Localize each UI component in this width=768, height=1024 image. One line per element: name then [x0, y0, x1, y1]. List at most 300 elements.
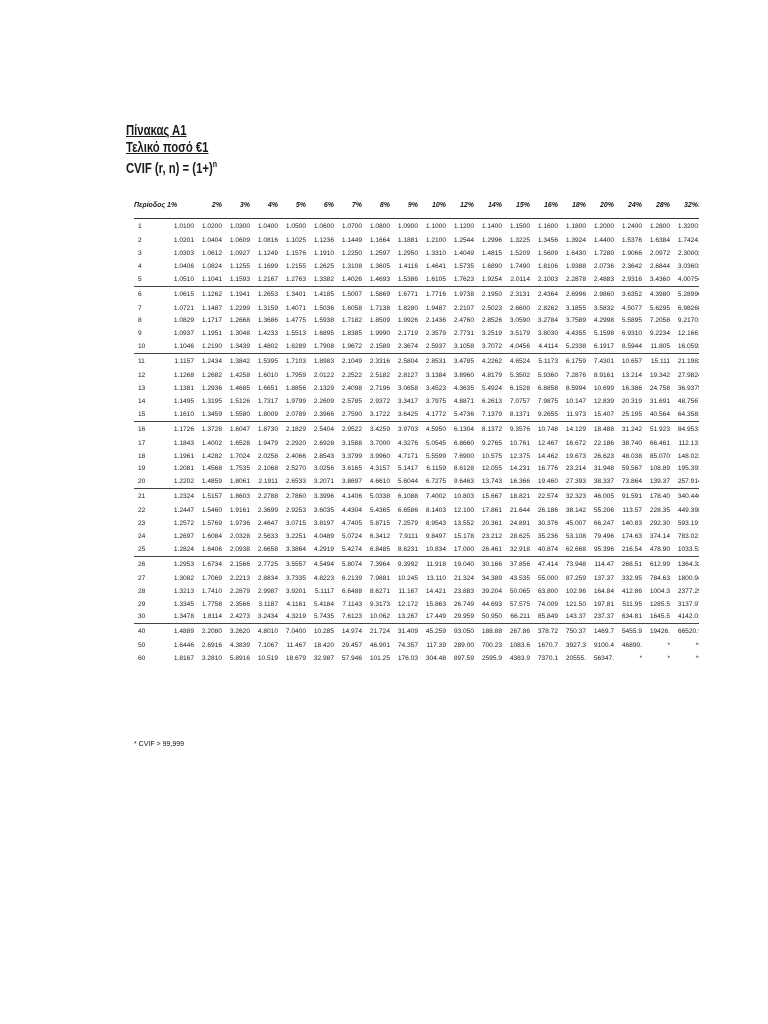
value-cell: 7.0757 [509, 397, 531, 405]
value-cell: 1.3924 [565, 236, 587, 244]
value-cell: 15.863 [425, 600, 447, 608]
value-cell: 1.2202 [173, 478, 195, 486]
value-cell: 112.13 [678, 439, 699, 447]
value-cell: 7.6900 [453, 452, 475, 460]
period-cell: 29 [138, 600, 146, 608]
table-row [134, 354, 699, 370]
period-cell: 7 [138, 304, 142, 312]
header-rate: 14% [474, 197, 502, 219]
table-row [134, 340, 699, 353]
value-cell: 1.7103 [278, 354, 306, 370]
value-cell: 18.821 [502, 489, 530, 505]
value-cell: 117.39 [426, 642, 447, 650]
value-cell: 1.6528 [229, 439, 251, 447]
value-cell: 228.35 [649, 507, 671, 515]
value-cell: 1.5386 [397, 275, 419, 283]
value-cell: 7.2876 [565, 372, 587, 380]
value-cell: 2.5023 [481, 304, 503, 312]
value-cell: 1.8603 [222, 489, 250, 505]
value-cell: 1.7280 [593, 249, 615, 257]
value-cell: 1.3195 [201, 397, 223, 405]
value-cell: 1.0406 [173, 262, 195, 270]
value-cell: * [695, 655, 699, 663]
value-cell: 1.0816 [257, 236, 279, 244]
value-cell: 1.1262 [194, 286, 222, 302]
formula-exponent: n [212, 159, 218, 170]
value-cell: 19.342 [649, 372, 671, 380]
value-cell: 783.02 [677, 532, 699, 540]
value-cell: 237.37 [593, 613, 615, 621]
value-cell: 6.6488 [341, 587, 363, 595]
value-cell: 12.467 [537, 439, 559, 447]
value-cell: 29.959 [453, 613, 475, 621]
value-cell: 304.48 [425, 655, 447, 663]
value-cell: 38.337 [593, 478, 615, 486]
value-cell: 4.8179 [481, 372, 503, 380]
value-cell: 5.0338 [362, 489, 390, 505]
value-cell: 1.9479 [257, 439, 279, 447]
value-cell: 23.214 [565, 465, 587, 473]
value-cell: 5.2899 [670, 286, 698, 302]
value-cell: 11.918 [418, 556, 446, 572]
value-cell: 2.3966 [313, 410, 335, 418]
value-cell: 1.6446 [173, 642, 195, 650]
value-cell: 412.86 [621, 587, 643, 595]
value-cell: 19.040 [446, 556, 474, 572]
value-cell: 1.8106 [537, 262, 559, 270]
value-cell: 1.6047 [222, 421, 250, 437]
period-cell: 5 [138, 275, 142, 283]
value-cell: 3.7975 [425, 397, 447, 405]
value-cell [698, 340, 699, 353]
value-cell: 4.0075 [677, 275, 699, 283]
value-cell: 1.1664 [369, 236, 391, 244]
value-cell: 1.2682 [201, 372, 223, 380]
value-cell: 3.7000 [369, 439, 391, 447]
period-cell: 6 [134, 286, 166, 302]
value-cell: 7.1143 [342, 600, 363, 608]
value-cell: 1.2953 [166, 556, 194, 572]
value-cell: 108.89 [649, 465, 671, 473]
value-cell: 13.214 [621, 372, 643, 380]
value-cell: 113.57 [622, 507, 643, 515]
value-cell: 1.1910 [313, 249, 335, 257]
value-cell: 1.6105 [425, 275, 447, 283]
value-cell: 1.3459 [201, 410, 223, 418]
value-cell: 2.3000 [677, 249, 699, 257]
value-cell: 2.1950 [474, 286, 502, 302]
value-cell: 6.9310 [621, 330, 643, 338]
value-cell: 4.1772 [425, 410, 447, 418]
value-cell: 2.7725 [250, 556, 278, 572]
table-row [134, 382, 699, 395]
value-cell: 2.5937 [425, 343, 447, 351]
value-cell: 4.5494 [306, 556, 334, 572]
value-cell: 59.567 [621, 465, 643, 473]
value-cell: 4.3276 [397, 439, 419, 447]
value-cell: 1.7424 [677, 236, 699, 244]
value-cell: 3.1187 [258, 600, 279, 608]
value-cell: 2.0972 [649, 249, 671, 257]
footnote: * CVIF > 99,999 [134, 741, 185, 748]
value-cell: 1.2936 [201, 384, 223, 392]
value-cell: 2.2878 [565, 275, 587, 283]
value-cell: 3.5832 [593, 304, 615, 312]
header-rate: 10% [418, 197, 446, 219]
value-cell: 2.8834 [257, 574, 279, 582]
value-cell: 1.2000 [593, 223, 615, 230]
value-cell: 1.5376 [621, 236, 643, 244]
value-cell: 18.679 [285, 655, 307, 663]
value-cell: * [639, 655, 643, 663]
value-cell: 1.7182 [341, 317, 363, 325]
value-cell: 1.4693 [369, 275, 391, 283]
value-cell: 5.6044 [397, 478, 419, 486]
value-cell: 57.575 [509, 600, 531, 608]
period-cell: 13 [138, 384, 146, 392]
value-cell: 1.0700 [341, 223, 363, 230]
value-cell: 5.1598 [593, 330, 615, 338]
header-rate: 6% [306, 197, 334, 219]
value-cell: 4.7171 [397, 452, 419, 460]
value-cell: 2377.2 [677, 587, 699, 595]
value-cell [698, 219, 699, 235]
value-cell: 1.5126 [229, 397, 251, 405]
table-row [134, 408, 699, 421]
value-cell: 30.376 [537, 520, 559, 528]
period-cell: 60 [138, 655, 146, 663]
value-cell: 2.6844 [649, 262, 671, 270]
value-cell: 12.839 [593, 397, 615, 405]
value-cell: 176.03 [397, 655, 419, 663]
period-cell: 10 [138, 343, 146, 351]
value-cell: 2.7196 [369, 384, 391, 392]
value-cell: 1.4568 [201, 465, 223, 473]
value-cell: 20.361 [481, 520, 503, 528]
value-cell: 3.5557 [278, 556, 306, 572]
value-cell: 13.743 [481, 478, 503, 486]
value-cell: 3.8030 [537, 330, 559, 338]
value-cell: 10.803 [446, 489, 474, 505]
value-cell [698, 234, 699, 247]
value-cell: 102.96 [565, 587, 587, 595]
value-cell: 1.2597 [369, 249, 391, 257]
value-cell [698, 302, 699, 315]
value-cell: 1670.7 [537, 642, 559, 650]
value-cell: 1.6406 [201, 545, 223, 553]
value-cell: 5.4924 [481, 384, 503, 392]
value-cell: 1.2996 [481, 236, 503, 244]
value-cell: 1.6010 [257, 372, 279, 380]
period-cell: 4 [138, 262, 142, 270]
value-cell: 19.460 [537, 478, 559, 486]
table-row [134, 475, 699, 488]
value-cell: 2.0114 [510, 275, 531, 283]
value-cell: 449.39 [677, 507, 699, 515]
header-rate: 12% [446, 197, 474, 219]
value-cell: 66.247 [593, 520, 615, 528]
value-cell: 1.1046 [173, 343, 195, 351]
value-cell: 95.396 [593, 545, 615, 553]
table-row [134, 327, 699, 340]
value-cell: 1.4258 [229, 372, 251, 380]
value-cell: 3.4523 [425, 384, 447, 392]
value-cell: 6.1088 [390, 489, 418, 505]
value-cell: 7.4002 [418, 489, 446, 505]
value-cell: 1.4282 [201, 452, 223, 460]
value-cell: 9.2765 [481, 439, 503, 447]
table-subtitle: Τελικό ποσό €1 [126, 140, 209, 157]
value-cell: 1.5609 [537, 249, 559, 257]
value-cell: 50.950 [481, 613, 503, 621]
value-cell [698, 624, 699, 640]
value-cell: 1.0100 [173, 223, 195, 230]
value-cell: 4.8010 [250, 624, 278, 640]
value-cell: 1.1255 [229, 262, 251, 270]
value-cell: 19426. [642, 624, 670, 640]
period-cell: 18 [138, 452, 146, 460]
value-cell: 3.7589 [565, 317, 587, 325]
value-cell: 3.2519 [481, 330, 503, 338]
value-cell: 6.8858 [537, 384, 559, 392]
value-cell: 9.2655 [537, 410, 559, 418]
period-cell: 24 [138, 532, 146, 540]
value-cell: 1.3159 [257, 304, 279, 312]
value-cell: 7.9111 [398, 532, 419, 540]
value-cell: 1.5157 [194, 489, 222, 505]
value-cell: 1.1157 [166, 354, 194, 370]
value-cell: 40.564 [649, 410, 671, 418]
value-cell: 2.1719 [397, 330, 419, 338]
period-cell: 15 [138, 410, 146, 418]
value-cell: 332.95 [621, 574, 643, 582]
value-cell: 6.8485 [369, 545, 391, 553]
value-cell: 6.1159 [426, 465, 447, 473]
value-cell: 1.4685 [229, 384, 251, 392]
value-cell: 17.000 [453, 545, 475, 553]
value-cell: * [695, 642, 699, 650]
header-period-1pct: Περίοδος 1% [134, 197, 194, 219]
value-cell: 8.6231 [397, 545, 419, 553]
value-cell: 1.3728 [194, 421, 222, 437]
value-cell: 5.0724 [341, 532, 363, 540]
value-cell: 3.1384 [425, 372, 447, 380]
value-cell: 1.0500 [285, 223, 307, 230]
value-cell: 50.065 [509, 587, 531, 595]
value-cell: 5455.9 [614, 624, 642, 640]
value-cell: 3137.9 [677, 600, 699, 608]
value-cell: 1.5036 [313, 304, 335, 312]
table-row [134, 543, 699, 556]
value-cell: 4.3980 [642, 286, 670, 302]
value-cell: 2.9987 [257, 587, 279, 595]
value-cell: 5.6295 [649, 304, 671, 312]
value-cell: 3.9703 [390, 421, 418, 437]
value-cell: 24.758 [649, 384, 671, 392]
value-cell: 2.0328 [229, 532, 251, 540]
value-cell [698, 450, 699, 463]
value-cell: 1.4641 [425, 262, 447, 270]
value-cell: 48.756 [677, 397, 699, 405]
value-cell: 2.7860 [278, 489, 306, 505]
value-cell: 1.3108 [341, 262, 363, 270]
value-cell: 4.6524 [502, 354, 530, 370]
value-cell: 40.874 [537, 545, 559, 553]
cvif-table-container [134, 197, 699, 665]
value-cell: 57.946 [341, 655, 363, 663]
value-cell: 55.000 [537, 574, 559, 582]
value-cell: 1004.3 [649, 587, 671, 595]
value-cell: 1.1449 [341, 236, 363, 244]
value-cell: 1.0510 [173, 275, 195, 283]
value-cell: 12.375 [509, 452, 531, 460]
table-row [134, 556, 699, 572]
value-cell: 3.4785 [446, 354, 474, 370]
value-cell: 5.5895 [621, 317, 643, 325]
value-cell: 1.2299 [229, 304, 251, 312]
value-cell: 2.7590 [341, 410, 363, 418]
value-cell: 2.0122 [313, 372, 335, 380]
value-cell: 1.5735 [453, 262, 475, 270]
value-cell: 1.3345 [173, 600, 195, 608]
value-cell: 1.1041 [201, 275, 223, 283]
value-cell: 3.6035 [313, 507, 335, 515]
value-cell: 13.267 [397, 613, 419, 621]
value-cell: 7.1067 [257, 642, 279, 650]
value-cell: 10.245 [397, 574, 419, 582]
value-cell: 3.1588 [341, 439, 363, 447]
value-cell: 2.5270 [285, 465, 307, 473]
value-cell: 31.409 [390, 624, 418, 640]
value-cell: 2.2107 [453, 304, 475, 312]
value-cell: 1.9388 [565, 262, 587, 270]
value-cell: 1.7623 [453, 275, 475, 283]
value-cell: 1.1941 [222, 286, 250, 302]
value-cell: 593.19 [677, 520, 699, 528]
value-cell [698, 286, 699, 302]
value-cell: 16.059 [677, 343, 699, 351]
value-cell: 1.7138 [369, 304, 391, 312]
value-cell: 1285.5 [649, 600, 671, 608]
value-cell: 2.1003 [537, 275, 559, 283]
value-cell: 1.1500 [509, 223, 531, 230]
period-cell: 17 [138, 439, 146, 447]
value-cell: 2.9372 [369, 397, 391, 405]
value-cell: 700.23 [481, 642, 503, 650]
value-cell: 1.4889 [166, 624, 194, 640]
value-cell: 1.1495 [173, 397, 195, 405]
value-cell: 1.6084 [201, 532, 223, 540]
value-cell: 4.0456 [509, 343, 531, 351]
value-cell: 1.2434 [194, 354, 222, 370]
value-cell: 3.0715 [285, 520, 307, 528]
value-cell: 23.883 [453, 587, 475, 595]
value-cell: 1.3842 [222, 354, 250, 370]
value-cell: 27.393 [565, 478, 587, 486]
value-cell: 1.2544 [453, 236, 475, 244]
header-rate [698, 197, 699, 219]
value-cell: 1.5007 [334, 286, 362, 302]
value-cell: 10.657 [614, 354, 642, 370]
value-cell: 4.8871 [453, 397, 475, 405]
value-cell: 35.236 [537, 532, 559, 540]
header-rate: 16% [530, 197, 558, 219]
value-cell: 1.3048 [229, 330, 251, 338]
value-cell: 1.0937 [173, 330, 195, 338]
value-cell: 4.2262 [474, 354, 502, 370]
header-rate: 2% [194, 197, 222, 219]
period-cell: 20 [138, 478, 146, 486]
value-cell [698, 517, 699, 530]
value-cell: 2.3642 [621, 262, 643, 270]
value-cell: 1.0404 [201, 236, 223, 244]
value-cell: 7.3964 [362, 556, 390, 572]
value-cell: 1.5513 [285, 330, 307, 338]
header-rate: 4% [250, 197, 278, 219]
value-cell: 87.259 [565, 574, 587, 582]
value-cell: 897.59 [453, 655, 475, 663]
value-cell: 1.0927 [229, 249, 251, 257]
value-cell: 26.461 [481, 545, 503, 553]
value-cell: 1.2324 [166, 489, 194, 505]
value-cell: 1.5460 [201, 507, 223, 515]
value-cell: 13.552 [453, 520, 475, 528]
value-cell: 15.667 [474, 489, 502, 505]
table-row [134, 585, 699, 598]
value-cell: 1.2653 [250, 286, 278, 302]
value-cell: 10.147 [565, 397, 587, 405]
value-cell: 5.1117 [314, 587, 335, 595]
value-cell: 7.2058 [649, 317, 671, 325]
value-cell [698, 504, 699, 517]
value-cell: 53.108 [565, 532, 587, 540]
value-cell: 6.3412 [369, 532, 391, 540]
header-rate: 28% [642, 197, 670, 219]
value-cell: 1.3082 [173, 574, 195, 582]
value-cell: 8.9161 [593, 372, 615, 380]
value-cell: 26.623 [593, 452, 615, 460]
period-cell: 25 [138, 545, 146, 553]
value-cell: 139.37 [649, 478, 671, 486]
value-cell: 21.644 [509, 507, 531, 515]
value-cell: 7.1379 [481, 410, 503, 418]
value-cell: 14.462 [537, 452, 559, 460]
value-cell: 2.5804 [390, 354, 418, 370]
value-cell: 8.5994 [565, 384, 587, 392]
value-cell: 1.7069 [201, 574, 223, 582]
value-cell: 9.2170 [677, 317, 699, 325]
value-cell: 5.3502 [509, 372, 531, 380]
period-cell: 14 [138, 397, 146, 405]
table-row [134, 504, 699, 517]
value-cell: 3.3417 [397, 397, 419, 405]
value-cell: 1.5209 [509, 249, 531, 257]
value-cell: 1.2625 [313, 262, 335, 270]
value-cell: 8.9543 [425, 520, 447, 528]
value-cell: 2.4647 [257, 520, 279, 528]
value-cell: 101.25 [369, 655, 391, 663]
value-cell: 1.6771 [390, 286, 418, 302]
table-row [134, 489, 699, 505]
table-row [134, 462, 699, 475]
value-cell: 5.8715 [369, 520, 391, 528]
value-cell: 257.91 [677, 478, 699, 486]
value-cell [698, 556, 699, 572]
value-cell: 32.987 [313, 655, 335, 663]
value-cell: 46.901 [369, 642, 391, 650]
value-cell: 1.4233 [257, 330, 279, 338]
value-cell: 10.748 [530, 421, 558, 437]
